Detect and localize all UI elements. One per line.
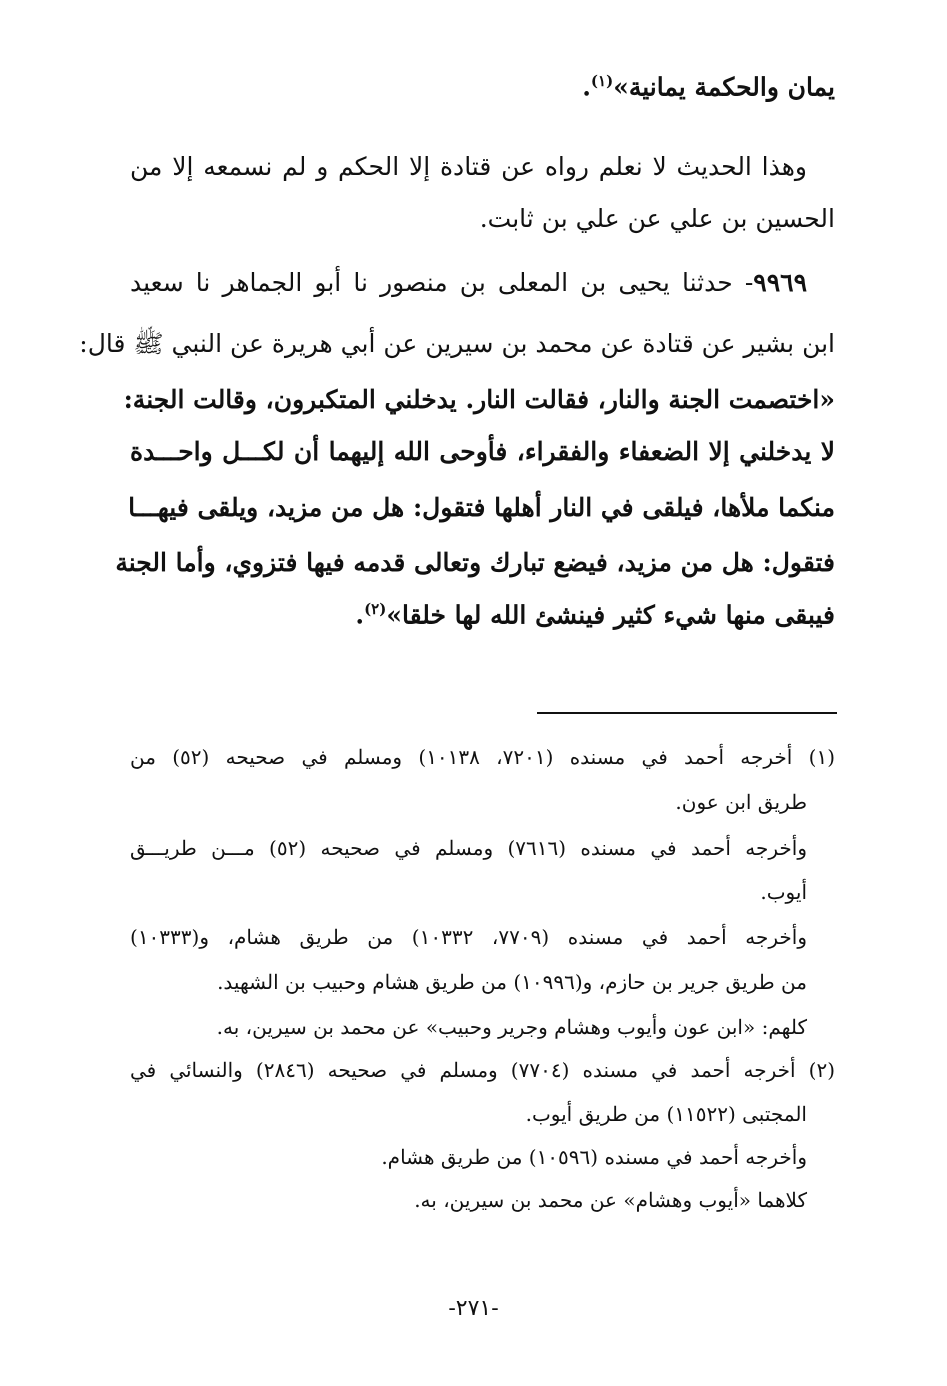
hadith-matn-line xyxy=(355,600,835,629)
hadith-matn-line: لا يدخلني إلا الضعفاء والفقراء، فأوحى الله إليهما أن لكـــل واحـــدة xyxy=(130,437,835,466)
footnote-marker-1: (١) xyxy=(590,72,614,90)
hadith-line: ابن بشير عن قتادة عن محمد بن سيرين عن أبي هريرة عن النبي ﷺ قال: xyxy=(79,329,835,358)
continuation-text: يمان والحكمة يمانية» xyxy=(613,72,835,102)
hadith-matn-line: منكما ملأها، فيلقى في النار أهلها فتقول: هل من مزيد، ويلقى فيهـــا xyxy=(128,493,835,522)
footnote-line: كلهم: «ابن عون وأيوب وهشام وجرير وحبيب» عن محمد بن سيرين، به. xyxy=(216,1015,807,1039)
hadith-number: ٩٩٦٩ xyxy=(753,268,807,297)
footnote-line: وأخرجه أحمد في مسنده (١٠٥٩٦) من طريق هشام. xyxy=(381,1145,807,1169)
footnote-line: (٢) أخرجه أحمد في مسنده (٧٧٠٤) ومسلم في صحيحه (٢٨٤٦) والنسائي في xyxy=(130,1058,836,1082)
hadith-matn-line: فتقول: هل من مزيد، فيضع تبارك وتعالى قدمه فيها فتزوي، وأما الجنة xyxy=(115,548,835,577)
footnote-line: وأخرجه أحمد في مسنده (٧٦١٦) ومسلم في صحيحه (٥٢) مـــن طريـــق xyxy=(130,836,807,860)
hadith-line xyxy=(130,268,807,297)
continuation-line xyxy=(582,72,835,101)
paragraph-line: الحسين بن علي عن علي بن ثابت. xyxy=(479,204,835,233)
footnote-marker-2: (٢) xyxy=(364,600,387,618)
footnote-line: طريق ابن عون. xyxy=(675,790,807,814)
footnote-line: وأخرجه أحمد في مسنده (٧٧٠٩، ١٠٣٣٢) من طريق هشام، و(١٠٣٣٣) xyxy=(130,925,807,949)
footnote-line: أيوب. xyxy=(760,880,807,904)
footnote-line: المجتبى (١١٥٢٢) من طريق أيوب. xyxy=(525,1102,807,1126)
paragraph-line: وهذا الحديث لا نعلم رواه عن قتادة إلا الحكم و لم نسمعه إلا من xyxy=(130,152,807,181)
page-number: -٢٧١- xyxy=(448,1296,499,1321)
footnote-separator xyxy=(537,712,837,714)
hadith-isnad-start: - حدثنا يحيى بن المعلى بن منصور نا أبو الجماهر نا سعيد xyxy=(130,268,754,297)
footnote-line: (١) أخرجه أحمد في مسنده (٧٢٠١، ١٠١٣٨) ومسلم في صحيحه (٥٢) من xyxy=(130,745,835,769)
hadith-matn-line: «اختصمت الجنة والنار، فقالت النار. يدخلني المتكبرون، وقالت الجنة: xyxy=(123,385,835,414)
hadith-matn-end: فيبقى منها شيء كثير فينشئ الله لها خلقا» xyxy=(386,600,835,630)
hadith-end-dot: . xyxy=(355,600,365,630)
footnote-line: كلاهما «أيوب وهشام» عن محمد بن سيرين، به. xyxy=(414,1188,807,1212)
continuation-end: . xyxy=(582,72,591,102)
footnote-line: من طريق جرير بن حازم، و(١٠٩٩٦) من طريق هشام وحبيب بن الشهيد. xyxy=(217,970,807,994)
